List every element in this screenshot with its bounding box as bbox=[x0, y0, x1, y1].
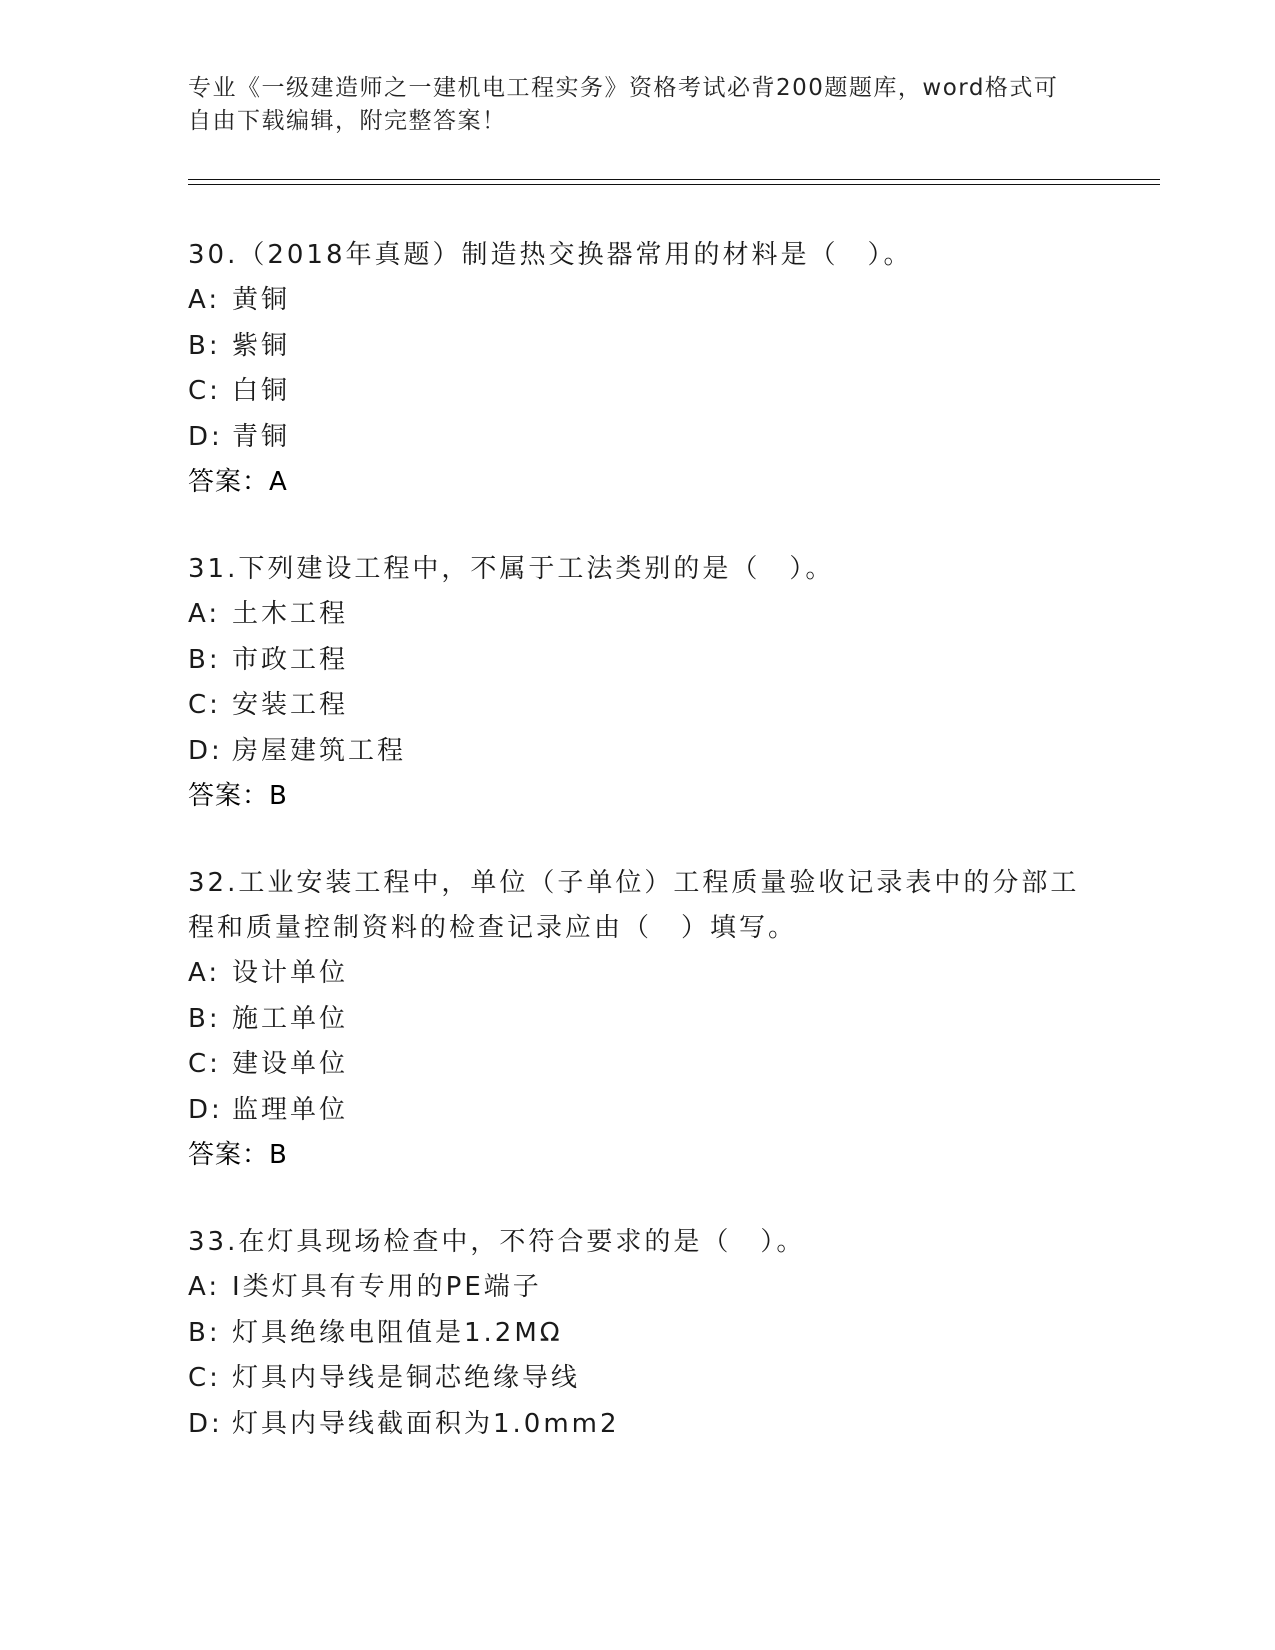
option-text: 施工单位 bbox=[232, 1003, 349, 1034]
header-line-2: 自由下载编辑，附完整答案！ bbox=[188, 108, 507, 134]
option-text: 白铜 bbox=[232, 376, 291, 406]
option-letter: B: bbox=[188, 330, 221, 361]
document-header bbox=[188, 72, 1088, 138]
option-b bbox=[188, 324, 1088, 370]
option-letter: D: bbox=[188, 735, 223, 766]
option-d bbox=[188, 1402, 1088, 1448]
option-text: 灯具内导线截面积为1.0mm2 bbox=[232, 1408, 620, 1439]
option-letter: C: bbox=[188, 690, 221, 720]
option-letter: C: bbox=[188, 1363, 221, 1393]
answer-key: 答案：B bbox=[188, 1140, 288, 1170]
answer-key: 答案：A bbox=[188, 467, 288, 497]
question-stem: 33.在灯具现场检查中，不符合要求的是（ ）。 bbox=[188, 1227, 806, 1257]
option-text: 建设单位 bbox=[232, 1049, 349, 1079]
option-c bbox=[188, 1356, 1088, 1402]
question-31 bbox=[188, 547, 1088, 819]
option-d bbox=[188, 729, 1088, 775]
option-c bbox=[188, 369, 1088, 415]
question-stem: 32.工业安装工程中，单位（子单位）工程质量验收记录表中的分部工程和质量控制资料的检查记录应由（ ）填写。 bbox=[188, 868, 1080, 943]
option-c bbox=[188, 683, 1088, 729]
option-a bbox=[188, 1265, 1088, 1311]
option-b bbox=[188, 997, 1088, 1043]
option-letter: A: bbox=[188, 958, 221, 988]
question-32 bbox=[188, 861, 1088, 1178]
option-text: 青铜 bbox=[232, 421, 291, 452]
option-d bbox=[188, 1088, 1088, 1134]
option-text: 安装工程 bbox=[232, 690, 349, 720]
option-text: 灯具绝缘电阻值是1.2MΩ bbox=[232, 1317, 563, 1348]
option-b bbox=[188, 638, 1088, 684]
question-30 bbox=[188, 233, 1088, 505]
option-text: 房屋建筑工程 bbox=[232, 735, 407, 766]
question-33 bbox=[188, 1220, 1088, 1447]
option-text: 灯具内导线是铜芯绝缘导线 bbox=[232, 1363, 581, 1393]
option-b bbox=[188, 1311, 1088, 1357]
option-letter: D: bbox=[188, 1094, 223, 1125]
option-a bbox=[188, 951, 1088, 997]
option-text: Ⅰ类灯具有专用的PE端子 bbox=[232, 1272, 542, 1302]
option-letter: A: bbox=[188, 1272, 221, 1302]
option-text: 设计单位 bbox=[232, 958, 349, 988]
option-text: 黄铜 bbox=[232, 285, 291, 315]
option-letter: C: bbox=[188, 376, 221, 406]
option-text: 土木工程 bbox=[232, 599, 349, 629]
option-letter: A: bbox=[188, 599, 221, 629]
option-letter: B: bbox=[188, 644, 221, 675]
answer-key: 答案：B bbox=[188, 781, 288, 811]
option-text: 紫铜 bbox=[232, 330, 291, 361]
option-letter: C: bbox=[188, 1049, 221, 1079]
header-divider-top bbox=[188, 179, 1160, 180]
option-letter: A: bbox=[188, 285, 221, 315]
option-letter: B: bbox=[188, 1003, 221, 1034]
option-a bbox=[188, 278, 1088, 324]
option-text: 市政工程 bbox=[232, 644, 349, 675]
header-divider-bottom bbox=[188, 184, 1160, 185]
option-letter: D: bbox=[188, 1408, 223, 1439]
option-a bbox=[188, 592, 1088, 638]
option-letter: B: bbox=[188, 1317, 221, 1348]
option-d bbox=[188, 415, 1088, 461]
option-text: 监理单位 bbox=[232, 1094, 349, 1125]
option-c bbox=[188, 1042, 1088, 1088]
question-stem: 31.下列建设工程中，不属于工法类别的是（ ）。 bbox=[188, 554, 835, 584]
option-letter: D: bbox=[188, 421, 223, 452]
question-stem: 30.（2018年真题）制造热交换器常用的材料是（ ）。 bbox=[188, 240, 913, 270]
question-list bbox=[188, 233, 1088, 1489]
header-line-1: 专业《一级建造师之一建机电工程实务》资格考试必背200题题库，word格式可 bbox=[188, 75, 1059, 101]
